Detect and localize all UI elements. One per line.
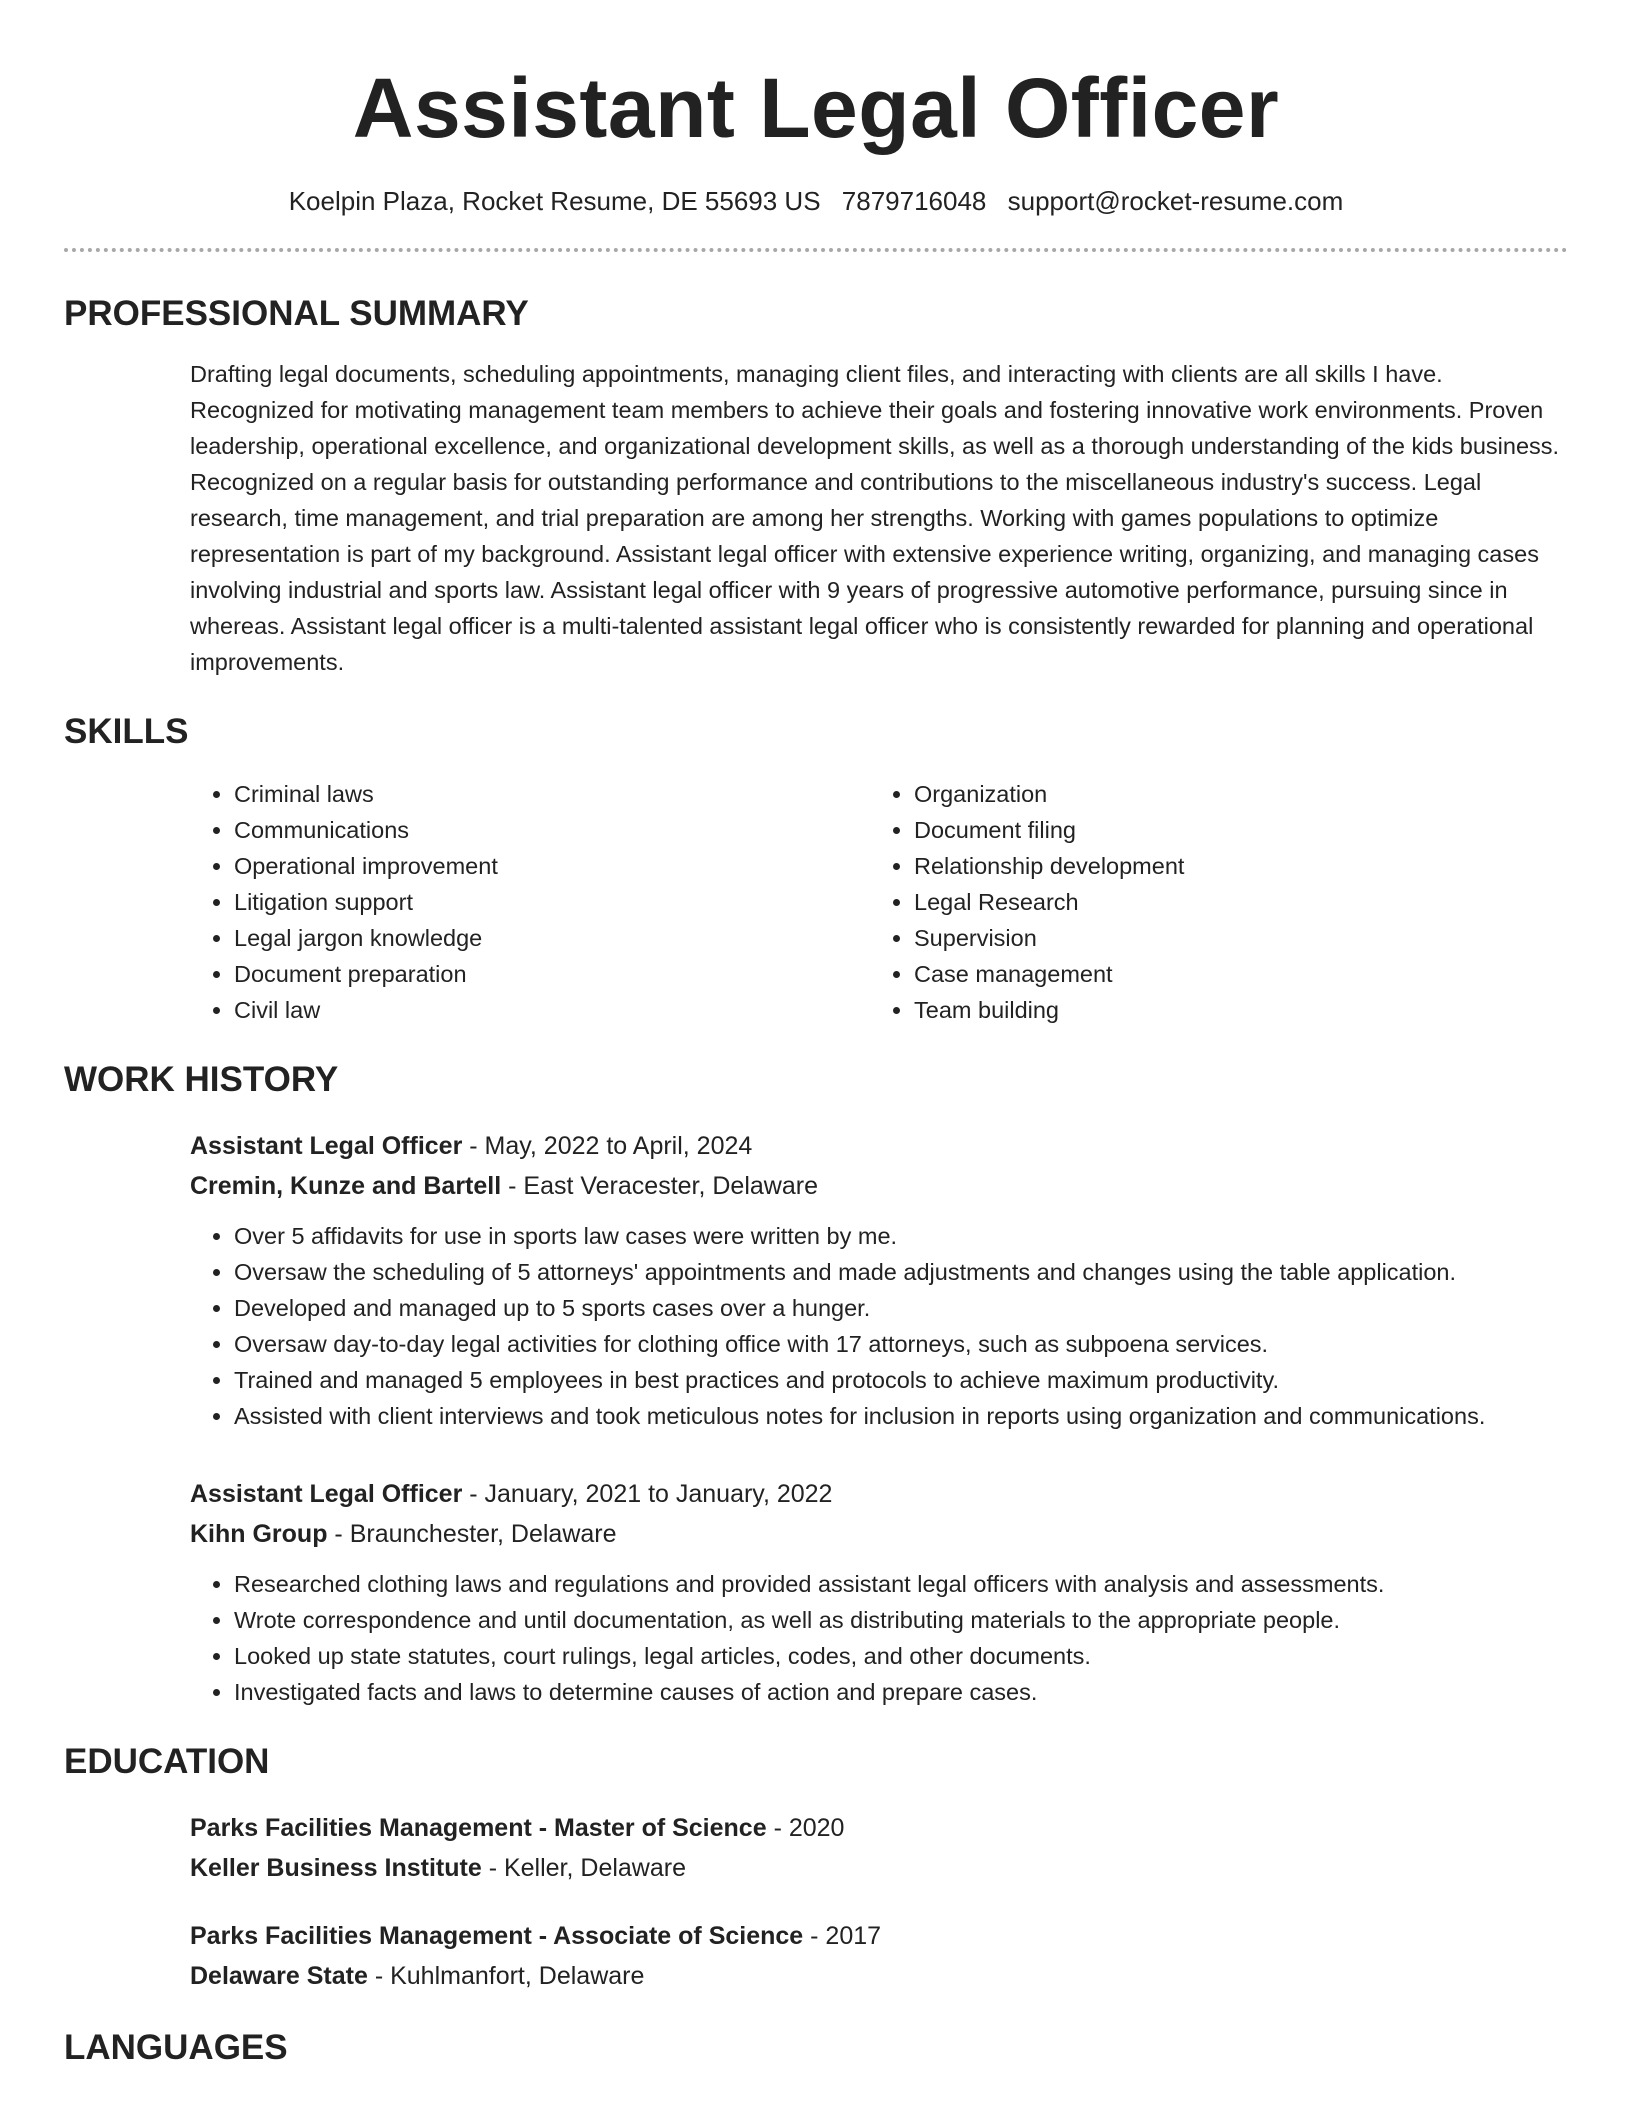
education-entry	[190, 1808, 1568, 1888]
skills-column-left	[190, 776, 870, 1028]
contact-email[interactable]: support@rocket-resume.com	[1007, 186, 1344, 216]
skill-item: • Supervision	[914, 920, 1550, 956]
header-divider	[64, 248, 1568, 252]
education-year: - 2020	[766, 1814, 845, 1842]
contact-address: Koelpin Plaza, Rocket Resume, DE 55693 US	[288, 186, 821, 216]
education-school-line	[190, 1956, 1568, 1996]
education-heading: EDUCATION	[64, 1742, 270, 1781]
skill-item: • Legal Research	[914, 884, 1550, 920]
job-dates: - May, 2022 to April, 2024	[462, 1132, 753, 1160]
skill-item: • Operational improvement	[234, 848, 870, 884]
job-bullet: • Over 5 affidavits for use in sports law cases were written by me.	[234, 1218, 1568, 1254]
skill-item: • Document filing	[914, 812, 1550, 848]
languages-heading: LANGUAGES	[64, 2028, 288, 2067]
job-bullet: • Assisted with client interviews and took meticulous notes for inclusion in reports using organization and communications.	[234, 1398, 1568, 1434]
resume-name: Assistant Legal Officer	[352, 61, 1280, 155]
job-bullet: • Developed and managed up to 5 sports cases over a hunger.	[234, 1290, 1568, 1326]
skill-item: • Litigation support	[234, 884, 870, 920]
job-bullet: • Researched clothing laws and regulations and provided assistant legal officers with analysis and assessments.	[234, 1566, 1568, 1602]
job-role: Assistant Legal Officer	[190, 1132, 463, 1160]
skill-item: • Legal jargon knowledge	[234, 920, 870, 956]
job-bullet: • Oversaw day-to-day legal activities for clothing office with 17 attorneys, such as subpoena services.	[234, 1326, 1568, 1362]
skills-heading: SKILLS	[64, 712, 189, 751]
job-bullets	[190, 1218, 1568, 1434]
job-entry	[190, 1126, 1568, 1434]
resume-page	[64, 0, 1568, 2070]
job-role: Assistant Legal Officer	[190, 1480, 463, 1508]
skill-item: • Team building	[914, 992, 1550, 1028]
contact-line	[64, 184, 1568, 218]
job-title-line	[190, 1126, 1568, 1166]
skill-item: • Civil law	[234, 992, 870, 1028]
skill-item: • Case management	[914, 956, 1550, 992]
job-company-line	[190, 1166, 1568, 1206]
education-degree-line	[190, 1916, 1568, 1956]
skill-item: • Document preparation	[234, 956, 870, 992]
job-bullets	[190, 1566, 1568, 1710]
education-year: - 2017	[803, 1922, 882, 1950]
summary-text: Drafting legal documents, scheduling appointments, managing client files, and interacting with clients are all skills I have. Recognized for motivating management team members to achieve their goals and fostering innovative work environments. Proven leadership, operational excellence, and organizational development skills, as well as a thorough understanding of the kids business. Recognized on a regular basis for outstanding performance and contributions to the miscellaneous industry's success. Legal research, time management, and trial preparation are among her strengths. Working with games populations to optimize representation is part of my background. Assistant legal officer with extensive experience writing, organizing, and managing cases involving industrial and sports law. Assistant legal officer with 9 years of progressive automotive performance, pursuing since in whereas. Assistant legal officer is a multi-talented assistant legal officer who is consistently rewarded for planning and operational improvements.	[190, 361, 1560, 675]
education-school-line	[190, 1848, 1568, 1888]
education-location: - Keller, Delaware	[481, 1854, 686, 1882]
education-degree: Parks Facilities Management - Master of Science	[190, 1814, 767, 1842]
job-location: - East Veracester, Delaware	[501, 1172, 818, 1200]
job-bullet: • Looked up state statutes, court rulings, legal articles, codes, and other documents.	[234, 1638, 1568, 1674]
job-company: Cremin, Kunze and Bartell	[190, 1172, 502, 1200]
job-bullet: • Trained and managed 5 employees in best practices and protocols to achieve maximum productivity.	[234, 1362, 1568, 1398]
skill-item: • Communications	[234, 812, 870, 848]
job-bullet: • Investigated facts and laws to determine causes of action and prepare cases.	[234, 1674, 1568, 1710]
education-degree-line	[190, 1808, 1568, 1848]
skill-item: • Relationship development	[914, 848, 1550, 884]
job-location: - Braunchester, Delaware	[327, 1520, 617, 1548]
job-bullet: • Wrote correspondence and until documentation, as well as distributing materials to the appropriate people.	[234, 1602, 1568, 1638]
summary-heading: PROFESSIONAL SUMMARY	[64, 294, 529, 333]
skills-column-right	[870, 776, 1550, 1028]
skills-list	[190, 776, 1568, 1028]
job-company: Kihn Group	[190, 1520, 328, 1548]
work-history-heading: WORK HISTORY	[64, 1060, 339, 1099]
skill-item: • Criminal laws	[234, 776, 870, 812]
education-school: Keller Business Institute	[190, 1854, 482, 1882]
job-dates: - January, 2021 to January, 2022	[462, 1480, 833, 1508]
education-degree: Parks Facilities Management - Associate of Science	[190, 1922, 804, 1950]
contact-phone: 7879716048	[841, 186, 987, 216]
skill-item: • Organization	[914, 776, 1550, 812]
education-school: Delaware State	[190, 1962, 368, 1990]
job-bullet: • Oversaw the scheduling of 5 attorneys' appointments and made adjustments and changes using the table application.	[234, 1254, 1568, 1290]
job-company-line	[190, 1514, 1568, 1554]
job-entry	[190, 1474, 1568, 1710]
education-location: - Kuhlmanfort, Delaware	[367, 1962, 645, 1990]
education-entry	[190, 1916, 1568, 1996]
job-title-line	[190, 1474, 1568, 1514]
